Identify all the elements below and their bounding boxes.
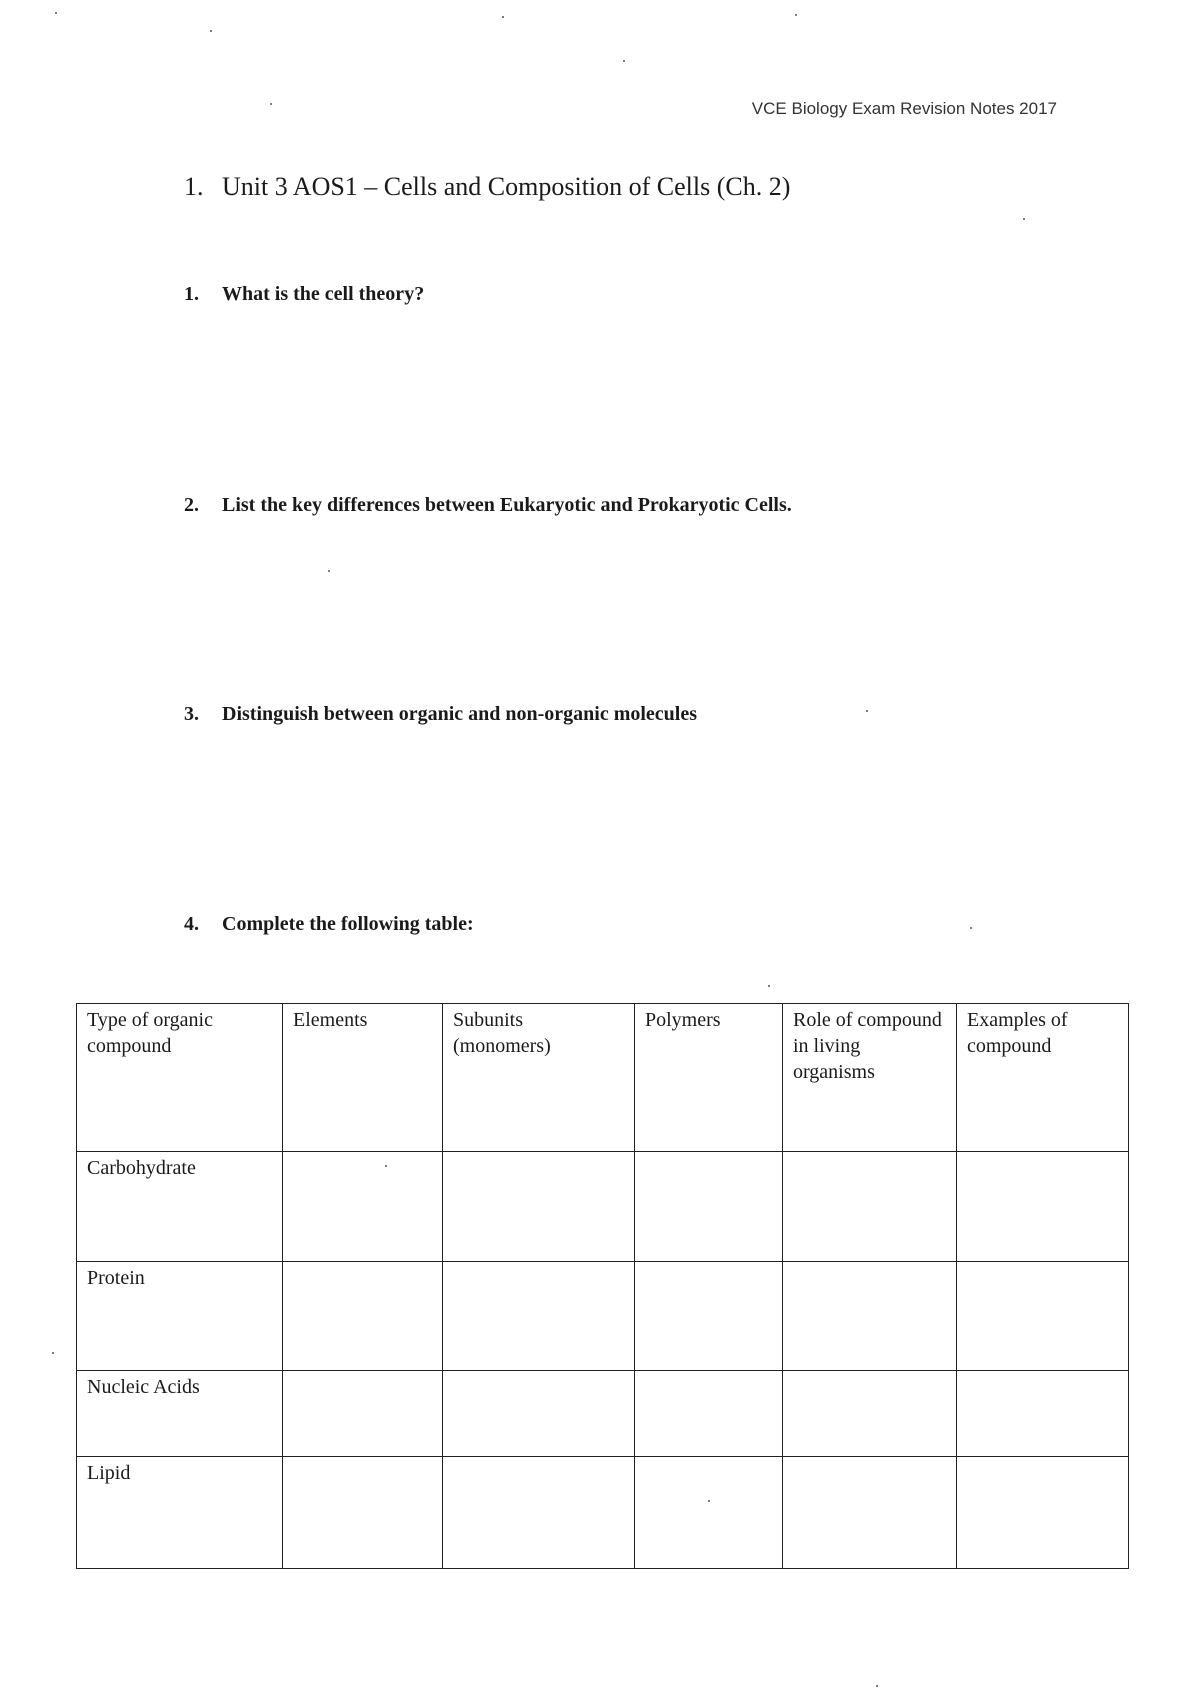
scan-speck [210,30,212,32]
question-number: 2. [184,494,199,516]
table-row [77,1262,1129,1371]
organic-compounds-table [76,1003,1129,1569]
question-2 [184,494,792,517]
question-text: List the key differences between Eukaryotic and Prokaryotic Cells. [222,494,792,516]
scan-speck [385,1165,387,1167]
answer-cell[interactable] [283,1371,443,1457]
answer-cell[interactable] [283,1262,443,1371]
row-label-lipid: Lipid [77,1457,283,1569]
question-3 [184,703,697,726]
header-role: Role of compound in living organisms [783,1004,957,1152]
table-row [77,1152,1129,1262]
scan-speck [970,927,972,929]
answer-cell[interactable] [957,1371,1129,1457]
section-title [184,172,790,202]
row-label-carbohydrate: Carbohydrate [77,1152,283,1262]
answer-cell[interactable] [443,1262,635,1371]
question-4 [184,913,474,936]
scan-speck [1023,218,1025,220]
answer-cell[interactable] [635,1371,783,1457]
scan-speck [52,1352,54,1354]
scan-speck [795,14,797,16]
answer-cell[interactable] [443,1152,635,1262]
answer-cell[interactable] [283,1152,443,1262]
header-examples: Examples of compound [957,1004,1129,1152]
answer-cell[interactable] [443,1457,635,1569]
answer-cell[interactable] [957,1152,1129,1262]
section-title-text: Unit 3 AOS1 – Cells and Composition of Cells (Ch. 2) [222,172,791,201]
answer-cell[interactable] [783,1371,957,1457]
header-type: Type of organic compound [77,1004,283,1152]
question-text: Complete the following table: [222,913,474,935]
table-row [77,1371,1129,1457]
header-elements: Elements [283,1004,443,1152]
row-label-nucleic-acids: Nucleic Acids [77,1371,283,1457]
scan-speck [623,60,625,62]
question-number: 3. [184,703,199,725]
question-text: What is the cell theory? [222,283,425,305]
scan-speck [876,1685,878,1687]
scan-speck [502,16,504,18]
scan-speck [708,1500,710,1502]
table-header-row [77,1004,1129,1152]
answer-cell[interactable] [783,1262,957,1371]
question-number: 1. [184,283,199,305]
header-polymers: Polymers [635,1004,783,1152]
row-label-protein: Protein [77,1262,283,1371]
answer-cell[interactable] [783,1152,957,1262]
answer-cell[interactable] [783,1457,957,1569]
scan-speck [866,710,868,712]
scan-speck [328,570,330,572]
running-header: VCE Biology Exam Revision Notes 2017 [751,99,1057,118]
question-1 [184,283,424,306]
section-number: 1. [184,172,204,201]
answer-cell[interactable] [957,1457,1129,1569]
scan-speck [270,103,272,105]
answer-cell[interactable] [957,1262,1129,1371]
answer-cell[interactable] [635,1262,783,1371]
answer-cell[interactable] [635,1152,783,1262]
scan-speck [768,985,770,987]
table-row [77,1457,1129,1569]
answer-cell[interactable] [635,1457,783,1569]
scan-speck [55,12,57,14]
answer-cell[interactable] [443,1371,635,1457]
question-number: 4. [184,913,199,935]
header-subunits: Subunits (monomers) [443,1004,635,1152]
answer-cell[interactable] [283,1457,443,1569]
question-text: Distinguish between organic and non-organic molecules [222,703,698,725]
